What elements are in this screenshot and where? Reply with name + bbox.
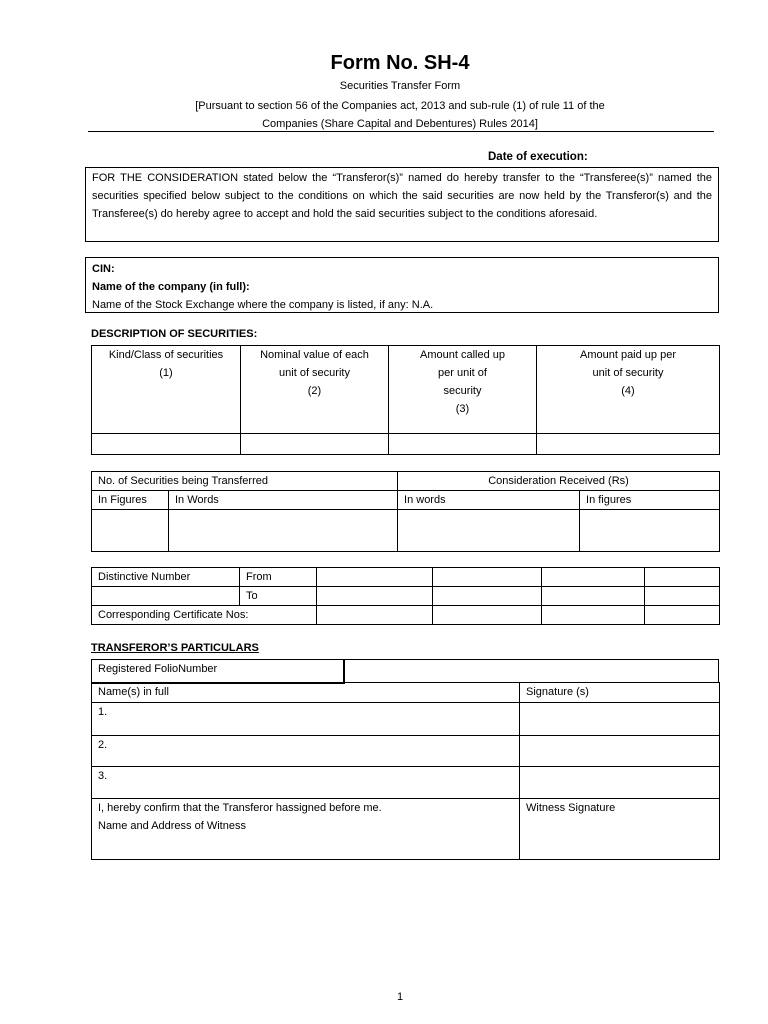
nominal-value-num: (2) [307,385,322,397]
folio-row [92,660,345,684]
distinctive-from-row [92,568,720,587]
consideration-figures-cell[interactable] [580,510,720,552]
kind-class-num: (1) [159,367,173,379]
certificate-cell-1[interactable] [317,606,433,625]
consideration-words-cell[interactable] [398,510,580,552]
certificate-cell-2[interactable] [433,606,542,625]
quantity-words-cell[interactable] [169,510,398,552]
transferor-heading: TRANSFEROR’S PARTICULARS [91,642,259,654]
consideration-lead: FOR THE CONSIDERATION [92,172,239,184]
date-of-execution-label: Date of execution: [488,151,588,163]
amount-paid-cell[interactable] [537,434,720,455]
company-name-label: Name of the company (in full): [92,281,250,293]
amount-called-label-c: security [443,385,482,397]
securities-header-row [92,346,720,434]
witness-name-label: Name and Address of Witness [98,820,246,832]
to-label: To [240,587,317,606]
certificate-cell-3[interactable] [542,606,645,625]
folio-table [91,659,345,684]
witness-confirmation-cell[interactable] [92,799,520,860]
from-cell-4[interactable] [645,568,720,587]
to-cell-4[interactable] [645,587,720,606]
transfer-subheader-row [92,491,720,510]
consideration-text: stated below the “Transferor(s)” named do hereby transfer to the “Transferee(s)” named the securities specified below subject to the conditions on which the said securities are now held by the Transferor(s) and the Transferee(s) do hereby agree to accept and hold the said securities subject to the conditions aforesaid. [92,172,713,220]
distinctive-to-row [92,587,720,606]
in-words-header: In Words [169,491,398,510]
quantity-figures-cell[interactable] [92,510,169,552]
certificate-cell-4[interactable] [645,606,720,625]
consideration-received-header: Consideration Received (Rs) [398,472,720,491]
stock-exchange-label: Name of the Stock Exchange where the company is listed, if any: N.A. [92,299,434,311]
names-header: Name(s) in full [92,683,520,703]
amount-paid-label-a: Amount paid up per [579,349,676,361]
distinctive-blank-cell [92,587,240,606]
nominal-value-header [241,346,389,434]
witness-signature-cell[interactable]: Witness Signature [520,799,720,860]
company-details-box [85,257,719,313]
pursuant-line-2: Companies (Share Capital and Debentures) Rules 2014] [262,118,538,130]
kind-class-cell[interactable] [92,434,241,455]
from-cell-3[interactable] [542,568,645,587]
in-figures-header: In Figures [92,491,169,510]
cin-label: CIN: [92,263,115,275]
from-label: From [240,568,317,587]
transferor-signature-1[interactable] [520,703,720,736]
form-subtitle: Securities Transfer Form [339,80,461,92]
distinctive-number-table [91,567,720,625]
transferor-header-row [92,683,720,703]
pursuant-note [0,97,768,133]
transferor-row-3 [92,767,720,799]
no-securities-header: No. of Securities being Transferred [92,472,398,491]
page-number: 1 [396,991,404,1003]
securities-table [91,345,720,455]
nominal-value-label-a: Nominal value of each [260,349,369,361]
signature-header: Signature (s) [520,683,720,703]
transfer-quantity-table [91,471,720,552]
amount-paid-label-b: unit of security [592,367,664,379]
amount-called-label-a: Amount called up [420,349,505,361]
transferor-name-2[interactable]: 2. [92,736,520,767]
witness-row [92,799,720,860]
consideration-in-words-header: In words [398,491,580,510]
transferor-name-3[interactable]: 3. [92,767,520,799]
amount-paid-header [537,346,720,434]
to-cell-2[interactable] [433,587,542,606]
transferor-signature-3[interactable] [520,767,720,799]
nominal-value-label-b: unit of security [279,367,350,379]
kind-class-label: Kind/Class of securities [108,349,224,361]
witness-confirmation-text: I, hereby confirm that the Transferor hassigned before me. [98,802,382,814]
amount-called-cell[interactable] [389,434,537,455]
header-divider [88,131,714,132]
amount-called-label-b: per unit of [438,367,487,379]
pursuant-line-1: [Pursuant to section 56 of the Companies act, 2013 and sub-rule (1) of rule 11 of the [195,100,605,112]
transferor-name-1[interactable]: 1. [92,703,520,736]
from-cell-1[interactable] [317,568,433,587]
transferor-signature-2[interactable] [520,736,720,767]
transfer-entry-row [92,510,720,552]
transferor-table [91,682,720,860]
securities-heading: DESCRIPTION OF SECURITIES: [91,328,258,340]
amount-called-num: (3) [455,403,470,415]
to-cell-3[interactable] [542,587,645,606]
consideration-clause [85,167,719,242]
amount-paid-num: (4) [621,385,635,397]
transferor-row-1 [92,703,720,736]
folio-number-cell[interactable] [343,659,719,683]
amount-called-header [389,346,537,434]
kind-class-header [92,346,241,434]
certificate-label: Corresponding Certificate Nos: [92,606,317,625]
consideration-in-figures-header: In figures [580,491,720,510]
from-cell-2[interactable] [433,568,542,587]
certificate-row [92,606,720,625]
transferor-row-2 [92,736,720,767]
transfer-header-row [92,472,720,491]
folio-label: Registered FolioNumber [92,660,345,684]
to-cell-1[interactable] [317,587,433,606]
nominal-value-cell[interactable] [241,434,389,455]
distinctive-number-label: Distinctive Number [92,568,240,587]
form-title: Form No. SH-4 [330,52,470,74]
securities-entry-row [92,434,720,455]
